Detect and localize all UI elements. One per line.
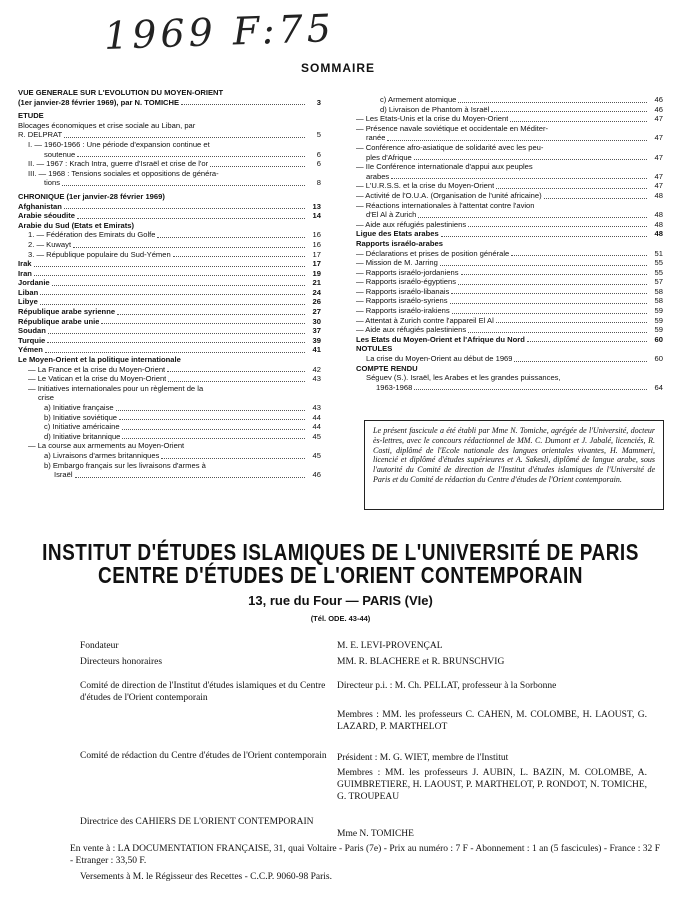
editorial-note: Le présent fascicule a été établi par Mme N. Tomiche, agrégée de l'Université, docteur ès-lettres, avec le concours rédactionnel de MM. C. Dumont et J. Jabalé, licenciés, R. Costi, diplômé de l'Ecole nationale des langues orientales vivantes, H. Mammeri, licencié et diplômé d'études supérieures et A. Sakesli, diplômé de langue arabe, sous l'autorité du Comité de direction de l'Institut d'études islamiques de l'Université de Paris et du Comité de rédaction du Centre d'études de l'Orient contemporain.: [364, 420, 664, 510]
toc-entry: — Réactions internationales à l'attentat contre l'avion d'El Al à Zurich 48: [356, 200, 663, 220]
toc-entry: d) Livraison de Phantom à Israël 46: [380, 104, 663, 114]
toc-etude-intro: Blocages économiques et crise sociale au Liban, par: [18, 120, 196, 130]
toc-entry: — Déclarations et prises de position générale 51: [356, 248, 663, 258]
toc-entry: Ligue des Etats arabes 48: [356, 229, 663, 239]
staff-names: M. E. LEVI-PROVENÇAL: [337, 641, 443, 651]
toc-entry: — Mission de M. Jarring 55: [356, 258, 663, 268]
toc-heading-arabie-sud: Arabie du Sud (Etats et Emirats): [18, 220, 135, 230]
payment-info: Versements à M. le Régisseur des Recettes - C.C.P. 9060-98 Paris.: [80, 872, 332, 882]
toc-entry: Soudan 37: [18, 326, 321, 336]
toc-entry: — Attentat à Zurich contre l'appareil El Al 59: [356, 315, 663, 325]
toc-initiatives-heading: — Initiatives internationales pour un règlement de la: [28, 383, 204, 393]
toc-heading-notules: NOTULES: [356, 344, 393, 354]
toc-entry: — Conférence afro-asiatique de solidarité avec les peu- ples d'Afrique 47: [356, 142, 663, 162]
toc-etude-items: [18, 140, 321, 188]
toc-entry: a) Livraisons d'armes britanniques 45: [44, 450, 321, 460]
toc-entry: — Rapports israélo-libanais 58: [356, 286, 663, 296]
staff-names: Directeur p.i. : M. Ch. PELLAT, professeur à la Sorbonne: [337, 681, 557, 691]
staff-role: Directrice des CAHIERS DE L'ORIENT CONTEMPORAIN: [80, 817, 314, 827]
toc-entry: (1er janvier-28 février 1969), par N. TOMICHE 3: [18, 97, 321, 107]
toc-entry: Turquie 39: [18, 335, 321, 345]
toc-entry: III. — 1968 : Tensions sociales et oppositions de généra- tions 8: [28, 168, 321, 188]
toc-entry: — La France et la crise du Moyen-Orient 42: [28, 364, 321, 374]
toc-entry: Jordanie 21: [18, 278, 321, 288]
toc-entry: Les Etats du Moyen-Orient et l'Afrique du Nord 60: [356, 334, 663, 344]
toc-entry: République arabe unie 30: [18, 316, 321, 326]
sommaire-title: SOMMAIRE: [301, 61, 375, 75]
staff-role: Comité de rédaction du Centre d'études de l'Orient contemporain: [80, 751, 327, 761]
toc-entry: — Rapports israélo-irakiens 59: [356, 306, 663, 316]
institute-phone: (Tél. ODE. 43-44): [310, 614, 371, 623]
staff-names: Membres : MM. les professeurs J. AUBIN, L. BAZIN, M. COLOMBE, A. GUIMBRETIERE, H. LAOUST, P. MARTHELOT, P. RONDOT, N. TOMICHE, G. TROUPEAU: [337, 768, 647, 802]
toc-entry: — Le Vatican et la crise du Moyen-Orient 43: [28, 374, 321, 384]
toc-entry: 1. — Fédération des Emirats du Golfe 16: [28, 230, 321, 240]
staff-names: Président : M. G. WIET, membre de l'Institut: [337, 753, 509, 763]
staff-names: Membres : MM. les professeurs C. CAHEN, M. COLOMBE, H. LAOUST, G. LAZARD, P. MARTHELOT: [337, 710, 647, 732]
toc-heading-chronique: CHRONIQUE (1er janvier-28 février 1969): [18, 191, 165, 201]
toc-entry: Libye 26: [18, 297, 321, 307]
staff-names: MM. R. BLACHERE et R. BRUNSCHVIG: [337, 657, 505, 667]
toc-entry: b) Embargo français sur les livraisons d'armes à Israël 46: [44, 460, 321, 480]
sale-info: En vente à : LA DOCUMENTATION FRANÇAISE, 31, quai Voltaire - Paris (7e) - Prix au numéro : 7 F - Abonnement : 1 an (5 fascicules) - France : 32 F - Etranger : 33,50 F.: [70, 844, 660, 866]
toc-heading-vue-generale: VUE GENERALE SUR L'EVOLUTION DU MOYEN-ORIENT: [18, 88, 224, 97]
toc-entry: II. — 1967 : Krach Intra, guerre d'Israël et crise de l'or 6: [28, 159, 321, 169]
toc-entry: Yémen 41: [18, 345, 321, 355]
toc-heading-politique: Le Moyen-Orient et la politique internationale: [18, 355, 181, 365]
toc-heading-compte-rendu: COMPTE RENDU: [356, 363, 418, 373]
handwritten-reference: 1969 F:75: [103, 5, 336, 59]
toc-entry: — Les Etats-Unis et la crise du Moyen-Orient 47: [356, 114, 663, 124]
toc-entry: a) Initiative française 43: [44, 403, 321, 412]
toc-entry: Afghanistan 13: [18, 201, 321, 211]
toc-entry: 2. — Kuwayt 16: [28, 239, 321, 249]
toc-entry: Liban 24: [18, 287, 321, 297]
toc-entry: — Rapports israélo-égyptiens 57: [356, 277, 663, 287]
toc-entry: — Rapports israélo-jordaniens 55: [356, 267, 663, 277]
toc-entry: d) Initiative britannique 45: [44, 431, 321, 441]
staff-role: Directeurs honoraires: [80, 657, 163, 667]
toc-entry: Arabie séoudite 14: [18, 211, 321, 221]
staff-names: Mme N. TOMICHE: [337, 829, 414, 839]
toc-entry: I. — 1960-1966 : Une période d'expansion continue et soutenue 6: [28, 139, 321, 159]
toc-heading-rapports: Rapports israélo-arabes: [356, 238, 443, 248]
toc-heading-etude: ETUDE: [18, 111, 44, 121]
toc-entry: Séguev (S.). Israël, les Arabes et les grandes puissances, 1963-1968 64: [366, 373, 663, 392]
toc-entry: — Activité de l'O.U.A. (Organisation de l'unité africaine) 48: [356, 190, 663, 200]
institute-title: INSTITUT D'ÉTUDES ISLAMIQUES DE L'UNIVERSITÉ DE PARIS: [42, 540, 639, 566]
toc-entry: b) Initiative soviétique 44: [44, 412, 321, 422]
toc-entry: — Rapports israélo-syriens 58: [356, 296, 663, 306]
toc-entry: République arabe syrienne 27: [18, 307, 321, 317]
toc-entry: — Aide aux réfugiés palestiniens 48: [356, 219, 663, 229]
toc-entry: — L'U.R.S.S. et la crise du Moyen-Orient 47: [356, 181, 663, 191]
toc-right-column: [356, 95, 663, 392]
toc-entry: — Aide aux réfugiés palestiniens 59: [356, 325, 663, 335]
toc-entry: R. DELPRAT 5: [18, 130, 321, 140]
toc-entry: Iran 19: [18, 268, 321, 278]
toc-entry: c) Armement atomique 46: [380, 95, 663, 104]
institute-address: 13, rue du Four — PARIS (VIe): [248, 593, 433, 608]
toc-entry: 3. — République populaire du Sud-Yémen 17: [28, 249, 321, 259]
toc-course-heading: — La course aux armements au Moyen-Orient: [28, 441, 185, 451]
toc-entry: — IIe Conférence internationale d'appui aux peuples arabes 47: [356, 162, 663, 181]
centre-title: CENTRE D'ÉTUDES DE L'ORIENT CONTEMPORAIN: [97, 563, 584, 589]
toc-entry: c) Initiative américaine 44: [44, 422, 321, 432]
staff-role: Comité de direction de l'Institut d'études islamiques et du Centre d'études de l'Orient contemporain: [80, 681, 326, 703]
staff-role: Fondateur: [80, 641, 119, 651]
toc-entry: — Présence navale soviétique et occidentale en Méditer- ranée 47: [356, 123, 663, 143]
toc-left-column: VUE GENERALE SUR L'EVOLUTION DU MOYEN-ORIENT (1er janvier-28 février 1969), par N. TOMICHE 3 ETUDE Blocages économiques et crise sociale au Liban, par R. DELPRAT 5 I. — 1960-1966 : Une période d'expansion continue et soutenue 6 II. — 1967 : Krach Intra, guerre d'Israël et crise de l'or 6 III. — 1968 : Tensions sociales et oppositions de généra- tions 8 CHRONIQUE (1er janvier-28 février 1969) Afghanistan 13 Arabie séoudite 14 Arabie du Sud (Etats et Emirats) 1. — Fédération des Emirats du Golfe 16 2. — Kuwayt 16 3. — République populaire du Sud-Yémen 17 Irak 17 Iran 19 Jordanie 21 Liban 24 Libye 26 République arabe syrienne 27 République arabe unie 30 Soudan 37 Turquie 39 Yémen 41 Le Moyen-Orient et la politique internationale — La France et la crise du Moyen-Orient 42 — Le Vatican et la crise du Moyen-Orient 43 — Initiatives internationales pour un règlement de la crise a) Initiative française 43 b) Initiative soviétique 44 c) Initiative américaine 44 d) Initiative britannique 45 — La course aux armements au Moyen-Orient a) Livraisons d'armes britanniques 45 b) Embargo français sur les livraisons d'armes à Israël 46: [18, 88, 321, 480]
toc-entry: La crise du Moyen-Orient au début de 1969 60: [366, 354, 663, 364]
toc-entry: Irak 17: [18, 259, 321, 269]
